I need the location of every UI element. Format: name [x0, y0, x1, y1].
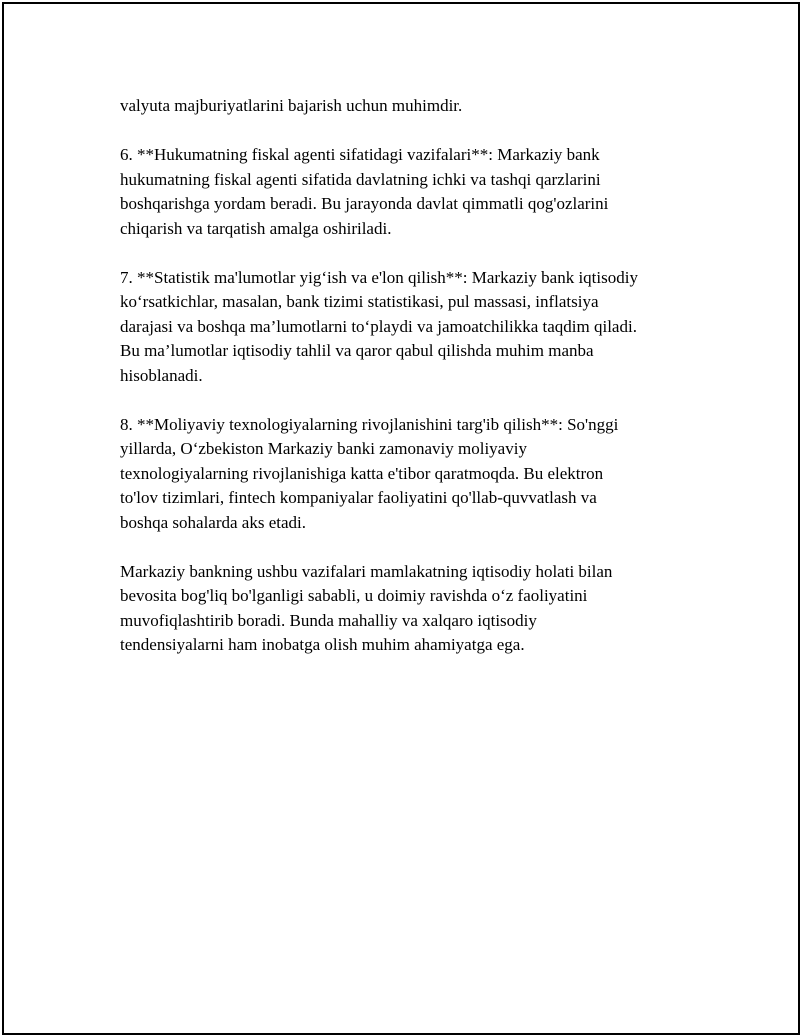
text-line: boshqa sohalarda aks etadi.	[120, 512, 306, 532]
text-line: ko‘rsatkichlar, masalan, bank tizimi statistikasi, pul massasi, inflatsiya	[120, 292, 599, 311]
text-line: valyuta majburiyatlarini bajarish uchun muhimdir.	[120, 96, 463, 115]
text-line: hukumatning fiskal agenti sifatida davlatning ichki va tashqi qarzlarini	[120, 169, 601, 189]
document-body	[120, 94, 700, 682]
text-line: 6. **Hukumatning fiskal agenti sifatidagi vazifalari**: Markaziy bank	[120, 145, 600, 164]
text-line: to'lov tizimlari, fintech kompaniyalar faoliyatini qo'llab-quvvatlash va	[120, 488, 597, 507]
text-line: tendensiyalarni ham inobatga olish muhim ahamiyatga ega.	[120, 635, 525, 654]
text-line: Bu ma’lumotlar iqtisodiy tahlil va qaror qabul qilishda muhim manba	[120, 341, 594, 360]
text-line: boshqarishga yordam beradi. Bu jarayonda davlat qimmatli qog'ozlarini	[120, 194, 609, 213]
text-line: chiqarish va tarqatish amalga oshiriladi.	[120, 218, 392, 238]
text-line: texnologiyalarning rivojlanishiga katta e'tibor qaratmoqda. Bu elektron	[120, 463, 604, 483]
text-line: hisoblanadi.	[120, 365, 203, 385]
text-line: 7. **Statistik ma'lumotlar yig‘ish va e'lon qilish**: Markaziy bank iqtisodiy	[120, 267, 638, 287]
paragraph-continuation	[120, 94, 700, 119]
document-page	[2, 2, 800, 1035]
paragraph-item-8	[120, 413, 700, 536]
paragraph-conclusion	[120, 560, 700, 658]
text-line: yillarda, O‘zbekiston Markaziy banki zamonaviy moliyaviy	[120, 439, 527, 458]
text-line: muvofiqlashtirib boradi. Bunda mahalliy va xalqaro iqtisodiy	[120, 610, 537, 630]
paragraph-item-6	[120, 143, 700, 241]
text-line: 8. **Moliyaviy texnologiyalarning rivojlanishini targ'ib qilish**: So'nggi	[120, 414, 619, 434]
text-line: Markaziy bankning ushbu vazifalari mamlakatning iqtisodiy holati bilan	[120, 561, 613, 581]
text-line: darajasi va boshqa ma’lumotlarni to‘playdi va jamoatchilikka taqdim qiladi.	[120, 316, 637, 336]
paragraph-item-7	[120, 266, 700, 389]
text-line: bevosita bog'liq bo'lganligi sababli, u doimiy ravishda o‘z faoliyatini	[120, 586, 588, 605]
